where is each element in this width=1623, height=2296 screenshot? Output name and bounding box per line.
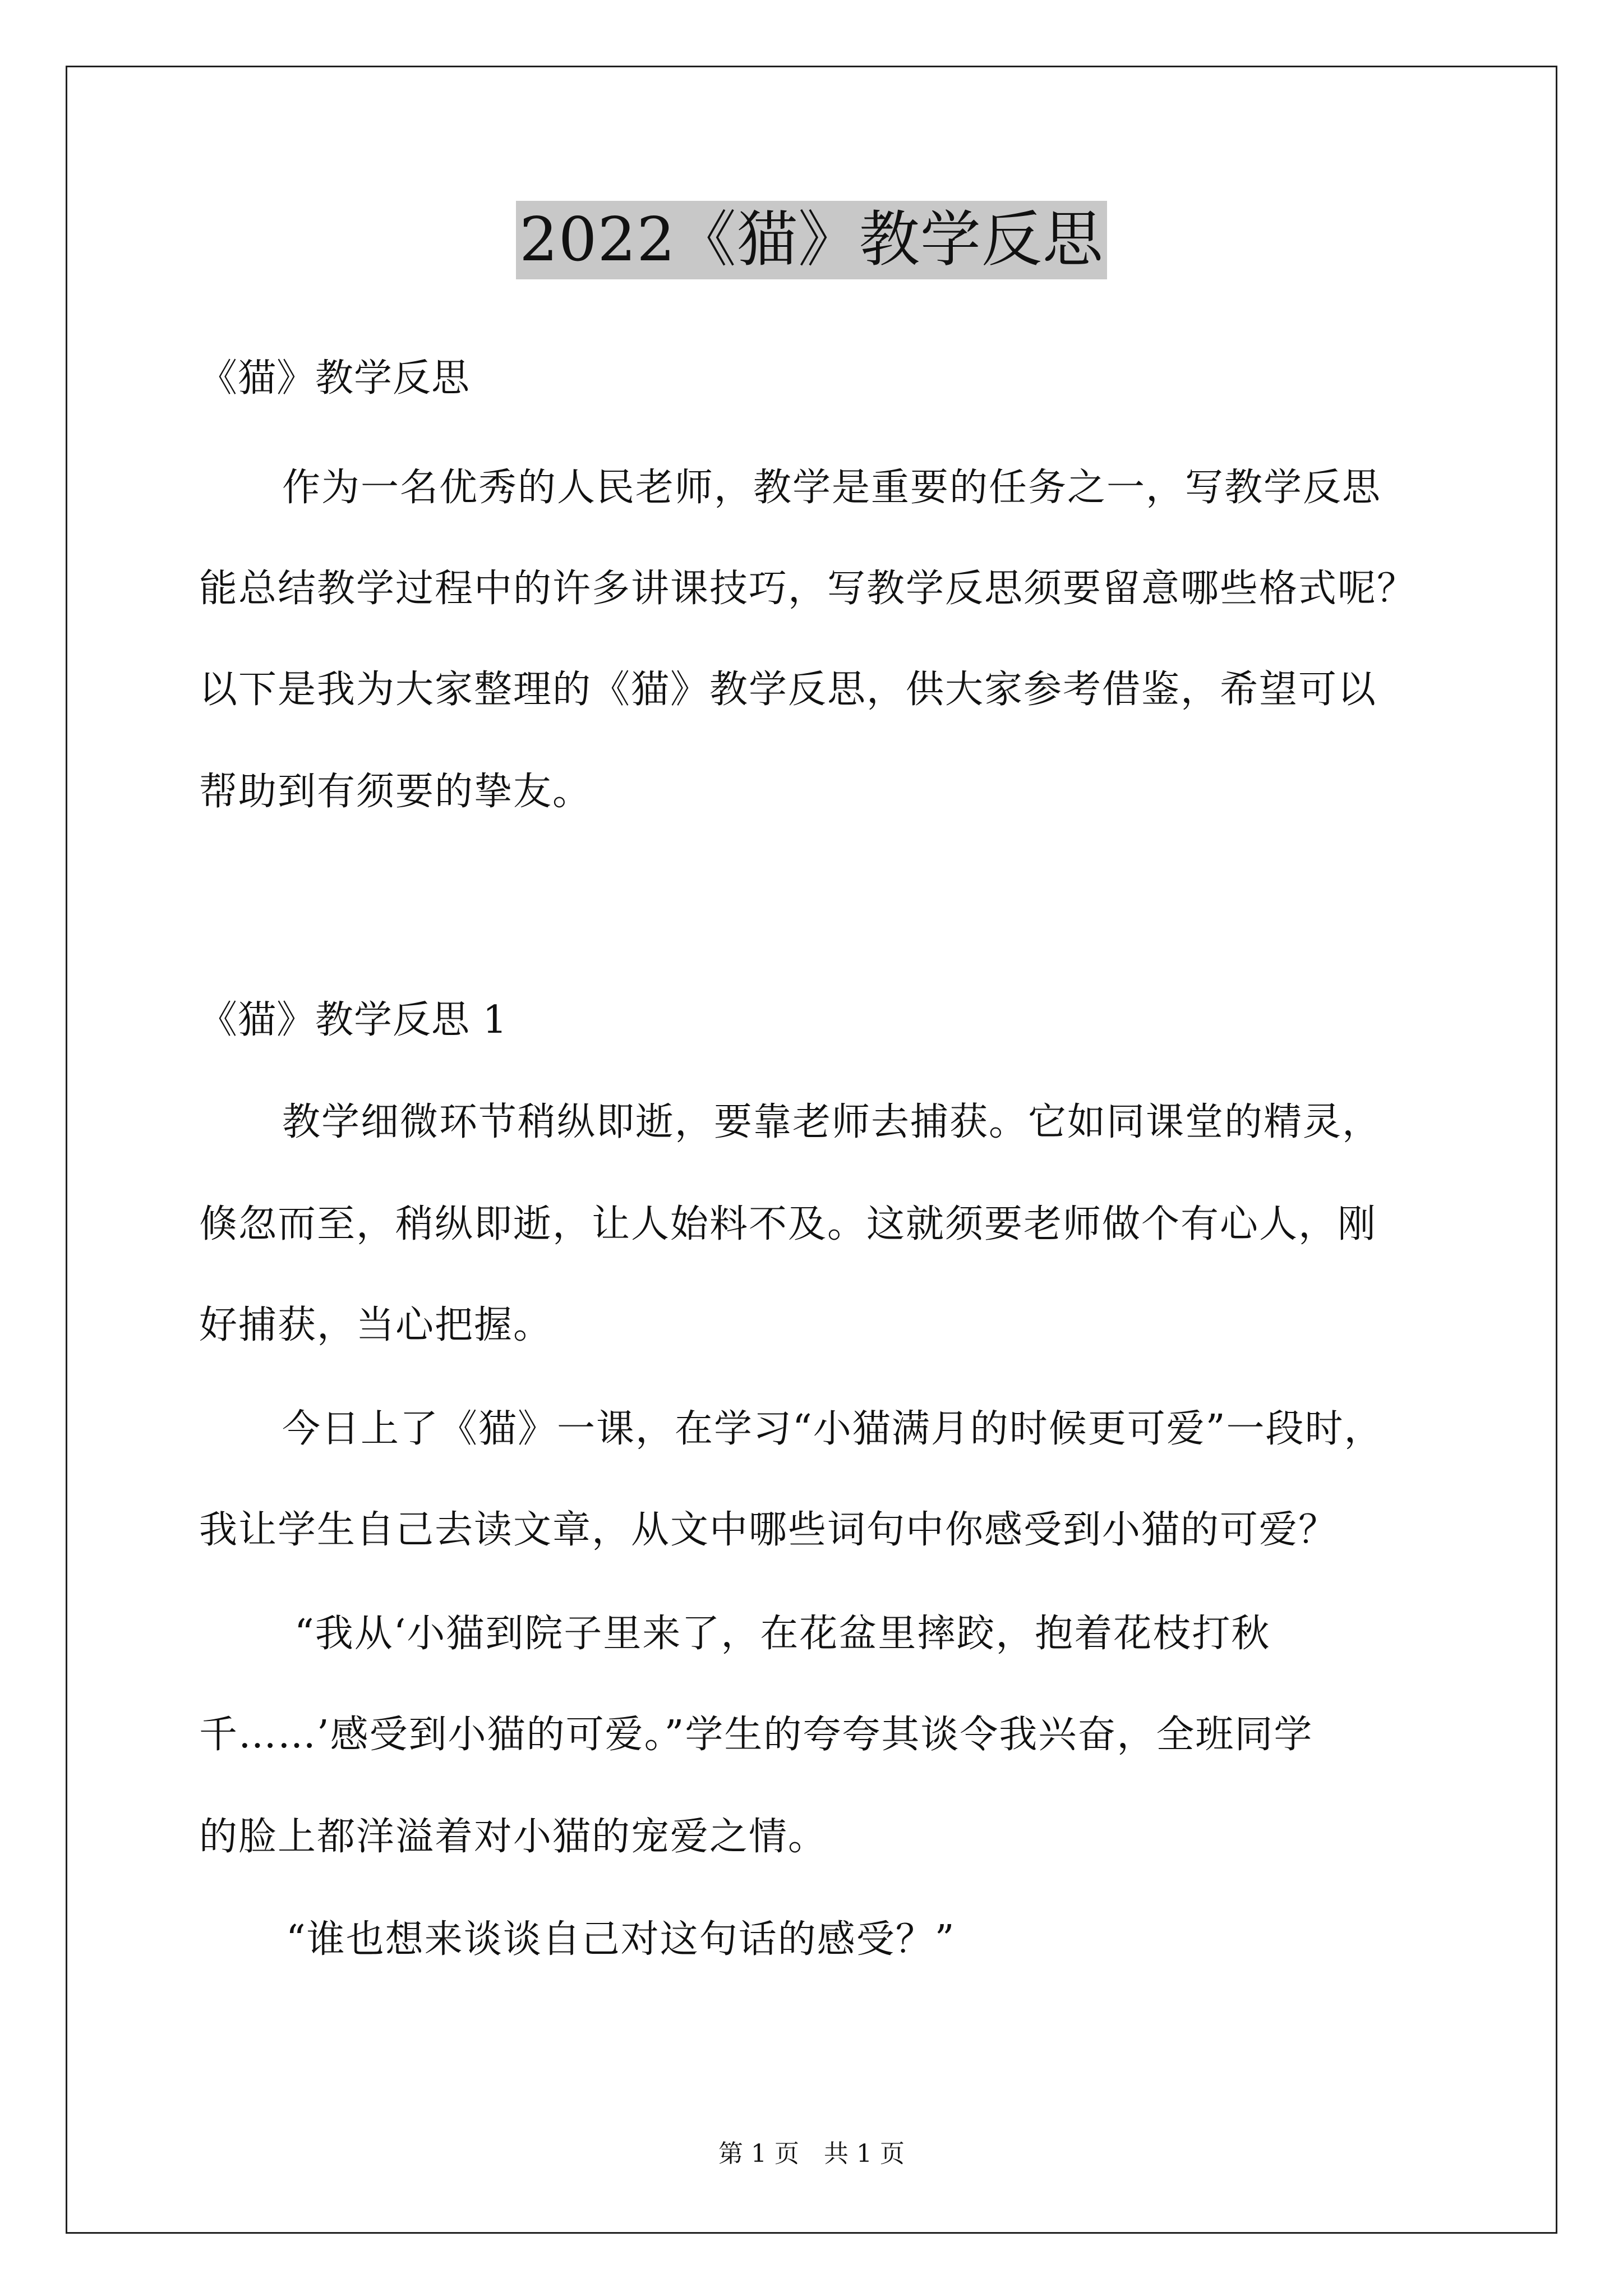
- paragraph-line: “谁也想来谈谈自己对这句话的感受？”: [286, 1917, 956, 1962]
- paragraph-line: 好捕获，当心把握。: [199, 1303, 553, 1347]
- intro-heading: 《猫》教学反思: [199, 356, 471, 401]
- intro-line: 帮助到有须要的挚友。: [199, 770, 592, 814]
- paragraph-line: 教学细微环节稍纵即逝，要靠老师去捕获。它如同课堂的精灵，: [282, 1100, 1382, 1144]
- intro-line: 作为一名优秀的人民老师，教学是重要的任务之一，写教学反思: [282, 466, 1382, 510]
- document-title: 2022《猫》教学反思: [516, 201, 1107, 279]
- paragraph-line: 我让学生自己去读文章，从文中哪些词句中你感受到小猫的可爱？: [199, 1508, 1338, 1552]
- paragraph-line: 今日上了《猫》一课，在学习“小猫满月的时候更可爱”一段时，: [282, 1407, 1384, 1451]
- section-heading: 《猫》教学反思 1: [199, 998, 508, 1042]
- title-container: [0, 201, 1623, 279]
- paragraph-line: 的脸上都洋溢着对小猫的宠爱之情。: [199, 1815, 828, 1859]
- intro-line: 以下是我为大家整理的《猫》教学反思，供大家参考借鉴，希望可以: [199, 668, 1377, 712]
- page-footer: 第 1 页 共 1 页: [718, 2139, 905, 2168]
- paragraph-line: “我从‘小猫到院子里来了，在花盆里摔跤，抱着花枝打秋: [294, 1612, 1271, 1656]
- paragraph-line: 千……’感受到小猫的可爱。”学生的夸夸其谈令我兴奋，全班同学: [199, 1713, 1313, 1757]
- intro-line: 能总结教学过程中的许多讲课技巧，写教学反思须要留意哪些格式呢？: [199, 567, 1417, 611]
- paragraph-line: 倏忽而至，稍纵即逝，让人始料不及。这就须要老师做个有心人，刚: [199, 1202, 1377, 1246]
